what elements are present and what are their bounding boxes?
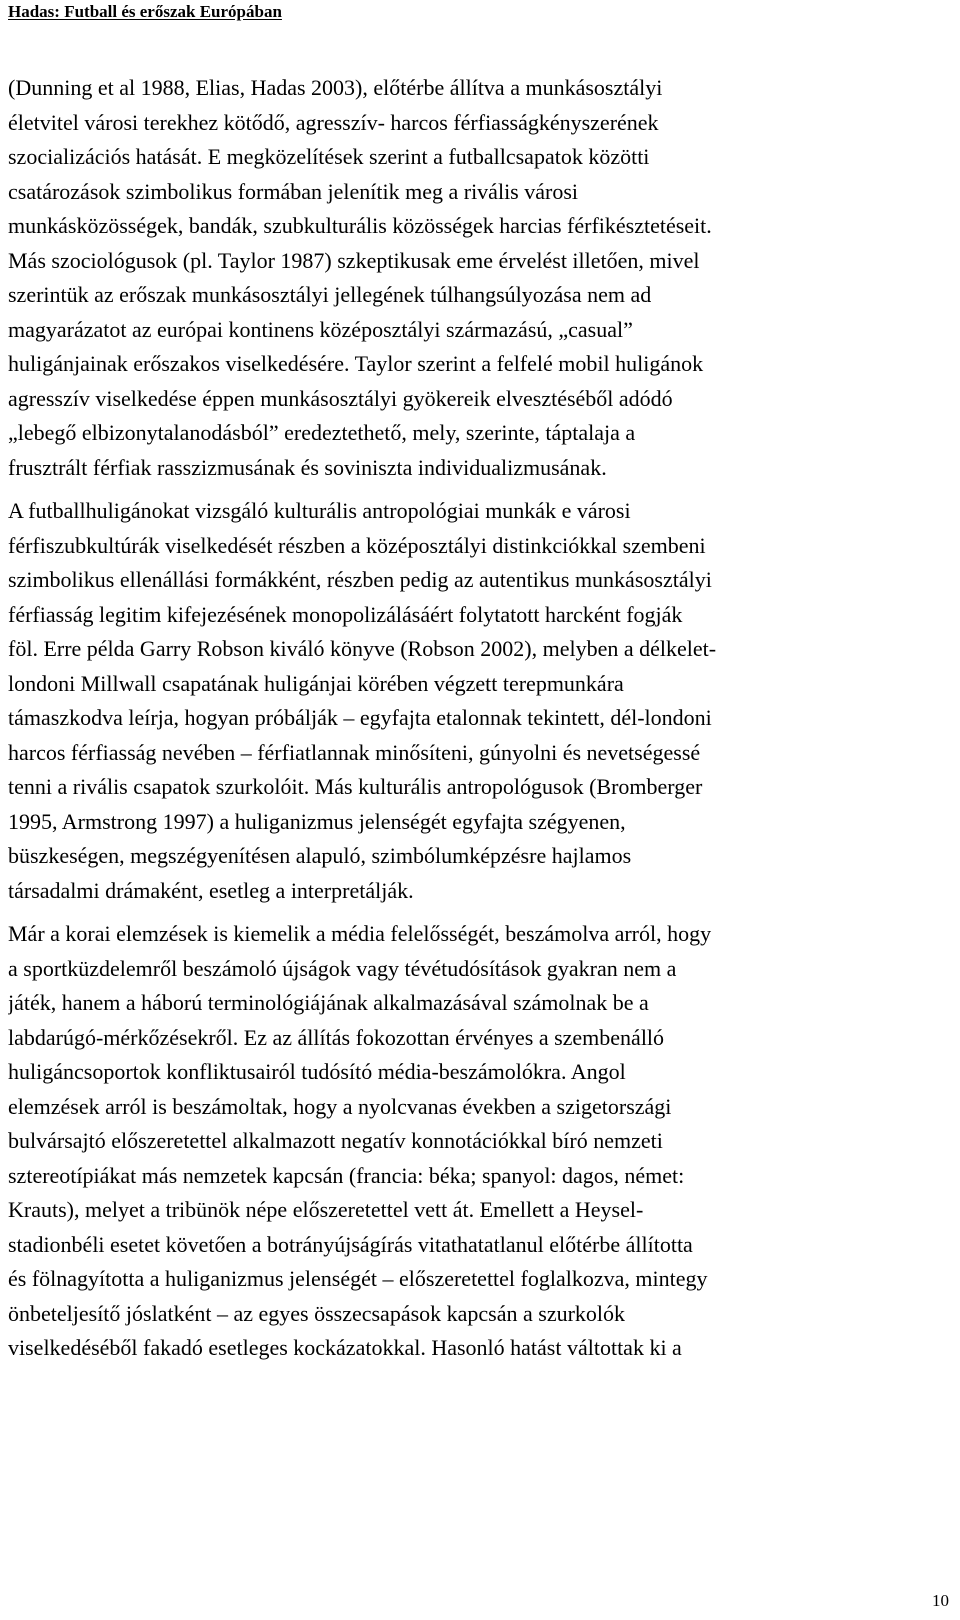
paragraph-2 — [8, 494, 943, 908]
text-line: büszkeségen, megszégyenítésen alapuló, szimbólumképzésre hajlamos — [8, 843, 632, 868]
text-line: tenni a rivális csapatok szurkolóit. Más kulturális antropológusok (Bromberger — [8, 774, 703, 799]
text-line: önbeteljesítő jóslatként – az egyes összecsapások kapcsán a szurkolók — [8, 1300, 626, 1326]
text-line: férfiasság legitim kifejezésének monopolizálásáért folytatott harcként fogják — [8, 601, 683, 627]
text-line: stadionbéli esetet követően a botrányújságírás vitathatatlanul előtérbe állította — [8, 1231, 693, 1257]
text-line: Krauts), melyet a tribünök népe előszeretettel vett át. Emellett a Heysel- — [8, 1197, 644, 1222]
text-line: labdarúgó-mérkőzésekről. Ez az állítás fokozottan érvényes a szembenálló — [8, 1024, 665, 1050]
paragraph-gap — [8, 485, 943, 494]
text-line: Már a korai elemzések is kiemelik a média felelősségét, beszámolva arról, hogy — [8, 921, 712, 946]
running-header: Hadas: Futball és erőszak Európában — [8, 2, 282, 21]
text-line: elemzések arról is beszámoltak, hogy a nyolcvanas években a szigetországi — [8, 1093, 672, 1119]
body-text — [8, 71, 943, 1366]
paragraph-gap — [8, 908, 943, 917]
text-line: „lebegő elbizonytalanodásból” eredeztethető, mely, szerinte, táptalaja a — [8, 420, 636, 445]
paragraph-1 — [8, 71, 943, 485]
text-line: Más szociológusok (pl. Taylor 1987) szkeptikusak eme érvelést illetően, mivel — [8, 247, 700, 273]
text-line: szimbolikus ellenállási formákként, részben pedig az autentikus munkásosztályi — [8, 567, 712, 592]
text-line: frusztrált férfiak rasszizmusának és soviniszta individualizmusának. — [8, 454, 607, 480]
text-line: játék, hanem a háború terminológiájának alkalmazásával számolnak be a — [8, 990, 649, 1015]
text-line: agresszív viselkedése éppen munkásosztályi gyökereik elvesztéséből adódó — [8, 385, 673, 411]
text-line: londoni Millwall csapatának huligánjai körében végzett terepmunkára — [8, 670, 624, 696]
text-line: munkásközösségek, bandák, szubkulturális közösségek harcias férfikésztetéseit. — [8, 213, 712, 238]
text-line: magyarázatot az európai kontinens középosztályi származású, „casual” — [8, 316, 633, 342]
text-line: és fölnagyította a huliganizmus jelenségét – előszeretettel foglalkozva, mintegy — [8, 1266, 708, 1291]
text-line: (Dunning et al 1988, Elias, Hadas 2003), előtérbe állítva a munkásosztályi — [8, 75, 663, 100]
text-line: társadalmi drámaként, esetleg a interpretálják. — [8, 877, 414, 903]
paragraph-3 — [8, 917, 943, 1366]
text-line: 1995, Armstrong 1997) a huliganizmus jelenségét egyfajta szégyenen, — [8, 808, 626, 834]
text-line: bulvársajtó előszeretettel alkalmazott negatív konnotációkkal bíró nemzeti — [8, 1128, 663, 1153]
text-line: férfiszubkultúrák viselkedését részben a középosztályi distinkciókkal szembeni — [8, 532, 706, 558]
text-line: A futballhuligánokat vizsgáló kulturális antropológiai munkák e városi — [8, 498, 631, 523]
text-line: sztereotípiákat más nemzetek kapcsán (francia: béka; spanyol: dagos, német: — [8, 1162, 685, 1188]
page-number: 10 — [932, 1591, 949, 1610]
text-line: életvitel városi terekhez kötődő, agresszív- harcos férfiasságkényszerének — [8, 109, 659, 135]
text-line: huligánjainak erőszakos viselkedésére. Taylor szerint a felfelé mobil huligánok — [8, 351, 704, 376]
text-line: viselkedéséből fakadó esetleges kockázatokkal. Hasonló hatást váltottak ki a — [8, 1335, 682, 1360]
text-line: a sportküzdelemről beszámoló újságok vagy tévétudósítások gyakran nem a — [8, 955, 677, 981]
text-line: szerintük az erőszak munkásosztályi jellegének túlhangsúlyozása nem ad — [8, 282, 652, 307]
text-line: föl. Erre példa Garry Robson kiváló könyve (Robson 2002), melyben a délkelet- — [8, 636, 717, 661]
text-line: csatározások szimbolikus formában jelenítik meg a rivális városi — [8, 178, 579, 204]
text-line: szocializációs hatását. E megközelítések szerint a futballcsapatok közötti — [8, 144, 650, 169]
text-line: huligáncsoportok konfliktusairól tudósító média-beszámolókra. Angol — [8, 1059, 626, 1084]
text-line: támaszkodva leírja, hogyan próbálják – egyfajta etalonnak tekintett, dél-londoni — [8, 705, 712, 730]
text-line: harcos férfiasság nevében – férfiatlannak minősíteni, gúnyolni és nevetségessé — [8, 739, 701, 765]
